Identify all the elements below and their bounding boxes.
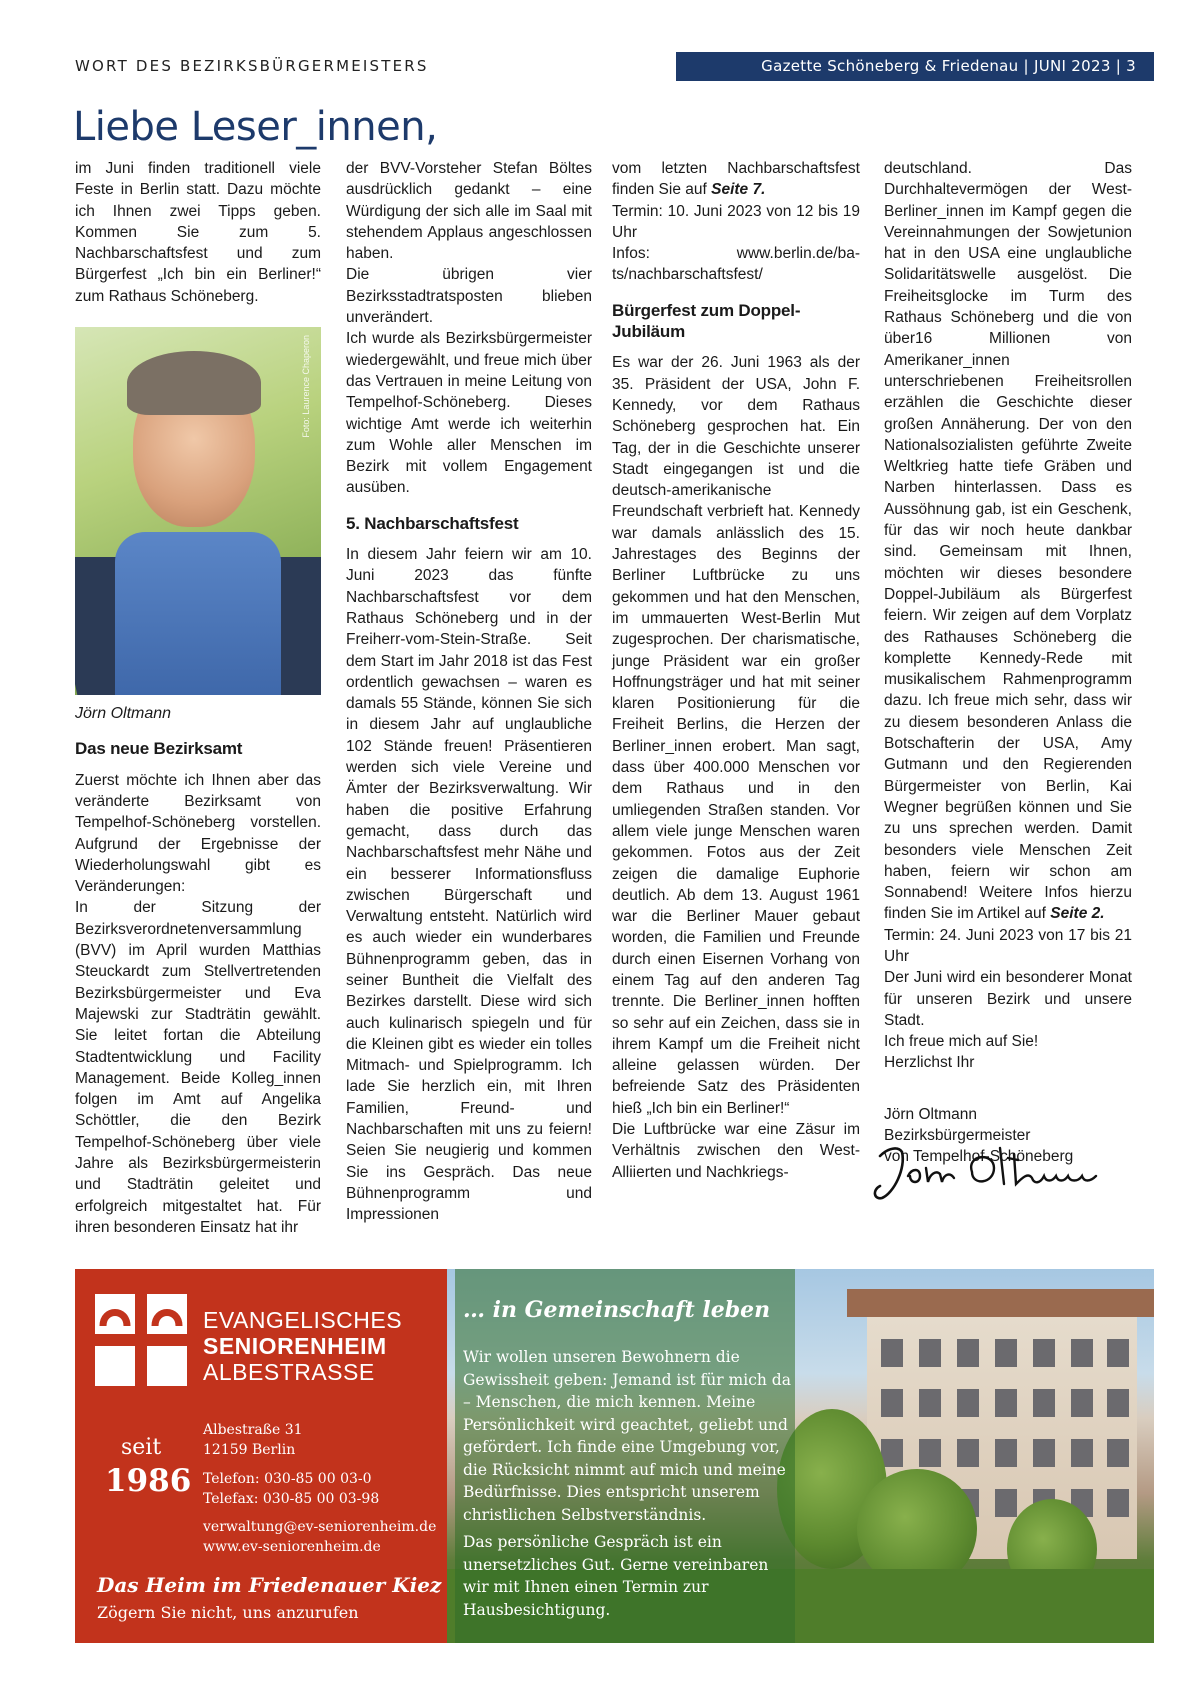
section-label: WORT DES BEZIRKSBÜRGERMEISTERS [75,57,429,75]
paragraph: Der Juni wird ein besonderer Monat für unseren Bezirk und unsere Stadt. [884,969,1132,1029]
headline: Liebe Leser_innen, [73,104,438,150]
ad-photo-panel [447,1269,1154,1643]
page-reference: Seite 2. [1050,905,1105,923]
brand-line-1: EVANGELISCHES [203,1307,403,1333]
paragraph: Ich freue mich auf Sie! [884,1033,1039,1051]
address: Albestraße 31 12159 Berlin [203,1422,303,1458]
signature [868,1138,1100,1208]
paragraph: Zuerst möchte ich Ihnen aber das veränderte Bezirksamt von Tempelhof-Schöneberg vorstellen. Aufgrund der Ergebnisse der Wiederholungswahl gibt es Veränderungen: [75,771,321,896]
paragraph: Die Luftbrücke war eine Zäsur im Verhältnis zwischen den West-Alliierten und Nachkriegs- [612,1121,860,1181]
column-4 [884,158,1132,1168]
event-date: Termin: 24. Juni 2023 von 17 bis 21 Uhr [884,926,1132,965]
signer-title: Bezirksbürgermeister [884,1127,1031,1145]
column-2 [346,158,592,1226]
column-3 [612,158,860,1183]
section-heading-nachbarschaftsfest: 5. Nachbarschaftsfest [346,513,519,533]
ad-brand-panel [75,1269,447,1643]
ad-tagline: Das Heim im Friedenauer Kiez [97,1573,442,1597]
paragraph: In diesem Jahr feiern wir am 10. Juni 2023 das fünfte Nachbarschaftsfest vor dem Rathaus Schöneberg und in der Freiherr-vom-Stein-Straße. Seit dem Start im Jahr 2018 ist das Fest ordentlich gewachsen – waren es damals 55 Stände, können Sie sich in diesem Jahr auf unglaubliche 102 Stände freuen! Präsentieren werden sich viele Vereine und Ämter der Bezirksverwaltung. Wir haben die positive Erfahrung gemacht, dass durch das Nachbarschaftsfest mehr Nähe und ein besserer Informationsfluss zwischen Bürgerschaft und Verwaltung entsteht. Natürlich wird es auch wieder ein wunderbares Bühnenprogramm geben, das in seiner Buntheit die Vielfalt des Bezirkes darstellt. Diese wird sich auch kulinarisch spiegeln und für die Kleinen gibt es wieder ein tolles Mitmach- und Spielprogramm. Ich lade Sie herzlich ein, mit Ihren Familien, Freund- und Nachbarschaften mit uns zu feiern! Seien Sie neugierig und kommen Sie ins Gespräch. Das neue Bühnenprogramm und Impressionen [346,546,592,1224]
paragraph: In der Sitzung der Bezirksverordnetenversammlung (BVV) im April wurden Matthias Steuckardt zum Stellvertretenden Bezirksbürgermeister und Eva Majewski zur Stadträtin gewählt. Sie leitet fortan die Abteilung Stadtentwicklung und Facility Management. Beide Kolleg_innen folgen im Amt auf Angelika Schöttler, die den Bezirk Tempelhof-Schöneberg über viele Jahre als Bezirksbürgermeisterin und Stadträtin geleitet und erfolgreich mitgestaltet hat. Für ihren besonderen Einsatz hat ihr [75,899,321,1236]
ad-paragraph: Das persönliche Gespräch ist ein unersetzliches Gut. Gerne vereinbaren wir mit Ihnen einen Termin zur Hausbesichtigung. [463,1533,769,1619]
paragraph: vom letzten Nachbarschaftsfest finden Sie auf Seite 7. [612,160,860,199]
photo-credit: Foto: Laurence Chaperon [300,335,311,438]
ad-title: … in Gemeinschaft leben [463,1297,771,1323]
section-heading-bezirksamt: Das neue Bezirksamt [75,739,243,759]
since-label: seit [121,1435,162,1460]
signer-name: Jörn Oltmann [884,1105,978,1123]
ad-paragraph: Wir wollen unseren Bewohnern die Gewissheit geben: Jemand ist für mich da – Menschen, die mich kennen. Meine Persönlichkeit wird geachtet, geliebt und gefördert. Ich finde eine Umgebung vor, die Rücksicht nimmt auf mich und meine Bedürfnisse. Dies entspricht unserem christlichen Selbstverständnis. [463,1348,791,1524]
paragraph: der BVV-Vorsteher Stefan Böltes ausdrücklich gedankt – eine Würdigung der sich alle im Saal mit stehendem Applaus angeschlossen haben. [346,160,592,263]
brand-line-3: ALBESTRASSE [203,1359,375,1385]
advertisement [75,1269,1154,1643]
paragraph: deutschland. Das Durchhaltevermögen der West-Berliner_innen im Kampf gegen die Vereinnahmungen der Sowjetunion hat in den USA eine unglaubliche Solidaritätswelle ausgelöst. Die Freiheitsglocke im Turm des Rathaus Schöneberg und die von über16 Millionen von Amerikaner_innen unterschriebenen Freiheitsrollen erzählen die Geschichte dieser großen Annäherung. Der von den Nationalsozialisten geführte Zweite Weltkrieg hatte tiefe Gräben und Narben hinterlassen. Dass es Aussöhnung gab, ist ein Geschenk, für das wir noch heute dankbar sind. Gemeinsam mit Ihnen, möchten wir dieses besondere Doppel-Jubiläum als Bürgerfest feiern. Wir zeigen auf dem Vorplatz des Rathauses Schöneberg die komplette Kennedy-Rede mit musikalischem Rahmenprogramm dazu. Ich freue mich sehr, dass wir zu diesem besonderen Anlass die Botschafterin der USA, Amy Gutmann und den Regierenden Bürgermeister von Berlin, Kai Wegner begrüßen können und Sie zu uns sprechen werden. Damit besonders viele Menschen Zeit haben, feiern wir schon am Sonnabend! Weitere Infos hierzu finden Sie im Artikel auf Seite 2. [884,160,1132,923]
paragraph: Die übrigen vier Bezirksstadtratsposten blieben unverändert. [346,266,592,327]
brand-line-2: SENIORENHEIM [203,1333,387,1359]
paragraph: Es war der 26. Juni 1963 als der 35. Präsident der USA, John F. Kennedy, vor dem Rathaus Schöneberg gesprochen hat. Ein Tag, der in die Geschichte unserer Stadt eingegangen ist und die deutsch-amerikanische Freundschaft verbrieft hat. Kennedy war damals anlässlich des 15. Jahrestages des Beginns der Berliner Luftbrücke zu uns gekommen und hat den Menschen, im ummauerten West-Berlin Mut zugesprochen. Der charismatische, junge Präsident war ein großer Hoffnungsträger und hat mit seiner klaren Positionierung für die Freiheit Berlins, die Herzen der Berliner_innen erobert. Man sagt, dass über 400.000 Menschen vor dem Rathaus und in den umliegenden Straßen standen. Vor allem viele junge Menschen waren gekommen. Fotos aus der Zeit zeigen die damalige Euphorie deutlich. Ab dem 13. August 1961 war die Berliner Mauer gebaut worden, die Familien und Freunde durch einen Eisernen Vorhang von einem Tag auf den anderen Tag trennte. Die Berliner_innen hofften so sehr auf ein Zeichen, dass sie in ihrem Kampf um die Freiheit nicht alleine gelassen würden. Der befreiende Satz des Präsidenten hieß „Ich bin ein Berliner!“ [612,354,860,1117]
seniorenheim-logo-icon [95,1294,187,1386]
photo-caption: Jörn Oltmann [75,705,172,723]
signer-district: von Tempelhof-Schöneberg [884,1148,1074,1166]
column-1 [75,158,321,1238]
phone-numbers: Telefon: 030-85 00 03-0 Telefax: 030-85 00 03-98 [203,1471,380,1507]
closing: Herzlichst Ihr [884,1054,975,1072]
contact-links [203,1517,436,1557]
event-info: Infos: www.berlin.de/ba-ts/nachbarschaftsfest/ [612,245,860,284]
section-heading-buergerfest: Bürgerfest zum Doppel-Jubiläum [612,300,801,342]
since-year: 1986 [105,1463,192,1499]
intro-paragraph: im Juni finden traditionell viele Feste in Berlin statt. Dazu möchte ich Ihnen zwei Tipps geben. Kommen Sie zum 5. Nachbarschaftsfest und zum Bürgerfest „Ich bin ein Berliner!“ zum Rathaus Schöneberg. [75,160,321,305]
paragraph: Ich wurde als Bezirksbürgermeister wiedergewählt, und freue mich über das Vertrauen in meine Leitung von Tempelhof-Schöneberg. Dieses wichtige Amt werde ich weiterhin zum Wohle aller Menschen im Bezirk mit vollem Engagement ausüben. [346,330,592,497]
page-reference: Seite 7. [711,181,766,199]
gazette-header-bar: Gazette Schöneberg & Friedenau | JUNI 2023 | 3 [676,52,1154,81]
email-link[interactable]: verwaltung@ev-seniorenheim.de [203,1519,437,1535]
event-date: Termin: 10. Juni 2023 von 12 bis 19 Uhr [612,202,860,241]
ad-cta: Zögern Sie nicht, uns anzurufen [97,1603,359,1622]
portrait-photo [75,327,321,695]
website-link[interactable]: www.ev-seniorenheim.de [203,1539,381,1555]
